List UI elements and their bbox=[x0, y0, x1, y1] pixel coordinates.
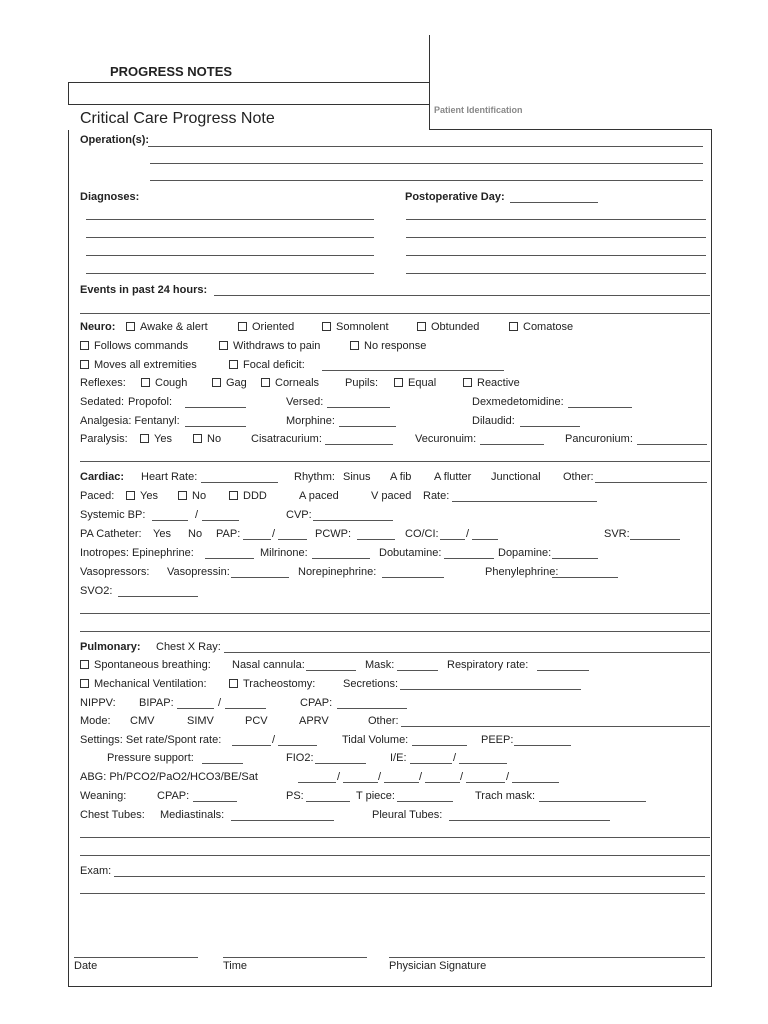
e-line[interactable] bbox=[459, 763, 507, 764]
tidal-volume-line[interactable] bbox=[412, 745, 467, 746]
cpap-line[interactable] bbox=[337, 708, 407, 709]
chest-tubes-label: Chest Tubes: bbox=[80, 809, 145, 821]
ci-line[interactable] bbox=[472, 539, 498, 540]
dilaudid-label: Dilaudid: bbox=[472, 415, 515, 427]
patient-identification-label: Patient Identification bbox=[434, 105, 523, 115]
dexmedetomidine-line[interactable] bbox=[568, 407, 632, 408]
heart-rate-line[interactable] bbox=[201, 482, 278, 483]
settings-slash: / bbox=[272, 734, 276, 746]
checkbox-paced-no[interactable]: No bbox=[178, 490, 206, 503]
weaning-cpap-line[interactable] bbox=[193, 801, 237, 802]
fio2-line[interactable] bbox=[315, 763, 366, 764]
checkbox-reactive[interactable]: Reactive bbox=[463, 377, 520, 390]
cardiac-notes-line[interactable] bbox=[80, 613, 710, 614]
abg-slash: / bbox=[378, 771, 382, 783]
time-line[interactable] bbox=[223, 957, 367, 958]
dobutamine-line[interactable] bbox=[444, 558, 494, 559]
pa-yes-option[interactable]: Yes bbox=[153, 528, 171, 540]
events-line[interactable] bbox=[80, 313, 710, 314]
paralysis-label: Paralysis: bbox=[80, 433, 128, 445]
checkbox-paralysis-yes[interactable]: Yes bbox=[140, 433, 172, 446]
mask-label: Mask: bbox=[365, 659, 395, 671]
checkbox-mechanical-ventilation[interactable]: Mechanical Ventilation: bbox=[80, 678, 207, 691]
milrinone-label: Milrinone: bbox=[260, 547, 308, 559]
cardiac-label: Cardiac: bbox=[80, 471, 125, 483]
secretions-line[interactable] bbox=[400, 689, 581, 690]
pa-no-option[interactable]: No bbox=[188, 528, 203, 540]
vasopressin-label: Vasopressin: bbox=[167, 566, 230, 578]
checkbox-gag[interactable]: Gag bbox=[212, 377, 247, 390]
checkbox-ddd[interactable]: DDD bbox=[229, 490, 267, 503]
chest-x-ray-label: Chest X Ray: bbox=[156, 641, 221, 653]
svo2-label: SVO2: bbox=[80, 585, 113, 597]
v-paced-option[interactable]: V paced bbox=[371, 490, 412, 502]
checkbox-somnolent[interactable]: Somnolent bbox=[322, 321, 389, 334]
form-border-bottom bbox=[68, 986, 712, 987]
abg-pco2-line[interactable] bbox=[343, 782, 378, 783]
rhythm-aflutter[interactable]: A flutter bbox=[434, 471, 472, 483]
checkbox-spontaneous-breathing[interactable]: Spontaneous breathing: bbox=[80, 659, 211, 672]
mediastinals-line[interactable] bbox=[231, 820, 334, 821]
pulmonary-notes-line[interactable] bbox=[80, 837, 710, 838]
weaning-label: Weaning: bbox=[80, 790, 127, 802]
operation-line[interactable] bbox=[150, 163, 703, 164]
co-ci-label: CO/CI: bbox=[405, 528, 439, 540]
systemic-bp-label: Systemic BP: bbox=[80, 509, 146, 521]
abg-label: ABG: Ph/PCO2/PaO2/HCO3/BE/Sat bbox=[80, 771, 258, 783]
milrinone-line[interactable] bbox=[312, 558, 370, 559]
cpap-label: CPAP: bbox=[300, 697, 333, 709]
rhythm-other-label: Other: bbox=[563, 471, 594, 483]
rhythm-afib[interactable]: A fib bbox=[390, 471, 412, 483]
abg-ph-line[interactable] bbox=[298, 782, 336, 783]
diagnosis-line[interactable] bbox=[406, 219, 706, 220]
exam-line[interactable] bbox=[114, 876, 705, 877]
pcwp-line[interactable] bbox=[357, 539, 395, 540]
checkbox-focal-deficit[interactable]: Focal deficit: bbox=[229, 359, 305, 372]
co-ci-slash: / bbox=[466, 528, 470, 540]
focal-deficit-line[interactable] bbox=[322, 370, 504, 371]
abg-sat-line[interactable] bbox=[512, 782, 559, 783]
epinephrine-line[interactable] bbox=[205, 558, 254, 559]
abg-pao2-line[interactable] bbox=[384, 782, 419, 783]
checkbox-corneals[interactable]: Corneals bbox=[261, 377, 319, 390]
bipap-ipap-line[interactable] bbox=[177, 708, 214, 709]
mode-other-line[interactable] bbox=[401, 726, 710, 727]
form-border-left bbox=[68, 130, 69, 987]
header-rule bbox=[68, 82, 429, 83]
diagnosis-line[interactable] bbox=[406, 255, 706, 256]
propofol-label: Propofol: bbox=[128, 396, 173, 408]
header-rule bbox=[68, 104, 429, 105]
rhythm-junctional[interactable]: Junctional bbox=[491, 471, 541, 483]
vasopressors-label: Vasopressors: bbox=[80, 566, 150, 578]
peep-label: PEEP: bbox=[481, 734, 514, 746]
checkbox-paced-yes[interactable]: Yes bbox=[126, 490, 158, 503]
phenylephrine-label: Phenylephrine: bbox=[485, 566, 559, 578]
pancuronium-line[interactable] bbox=[637, 444, 707, 445]
norepinephrine-line[interactable] bbox=[382, 577, 444, 578]
operation-line[interactable] bbox=[148, 146, 703, 147]
checkbox-follows-commands[interactable]: Follows commands bbox=[80, 340, 188, 353]
rhythm-other-line[interactable] bbox=[595, 482, 707, 483]
date-line[interactable] bbox=[74, 957, 198, 958]
mode-label: Mode: bbox=[80, 715, 111, 727]
mode-aprv[interactable]: APRV bbox=[299, 715, 329, 727]
paced-label: Paced: bbox=[80, 490, 115, 502]
dobutamine-label: Dobutamine: bbox=[379, 547, 442, 559]
checkbox-no-response[interactable]: No response bbox=[350, 340, 426, 353]
trach-mask-line[interactable] bbox=[539, 801, 646, 802]
exam-line[interactable] bbox=[80, 893, 705, 894]
cardiac-notes-line[interactable] bbox=[80, 631, 710, 632]
peep-line[interactable] bbox=[514, 745, 571, 746]
checkbox-oriented[interactable]: Oriented bbox=[238, 321, 294, 334]
chest-x-ray-line[interactable] bbox=[224, 652, 710, 653]
checkbox-withdraws-to-pain[interactable]: Withdraws to pain bbox=[219, 340, 320, 353]
weaning-cpap-label: CPAP: bbox=[157, 790, 190, 802]
rate-label: Rate: bbox=[423, 490, 450, 502]
checkbox-cough[interactable]: Cough bbox=[141, 377, 187, 390]
signature-line[interactable] bbox=[389, 957, 705, 958]
nippv-label: NIPPV: bbox=[80, 697, 116, 709]
secretions-label: Secretions: bbox=[343, 678, 399, 690]
dexmedetomidine-label: Dexmedetomidine: bbox=[472, 396, 564, 408]
pressure-support-line[interactable] bbox=[202, 763, 243, 764]
operation-label: Operation(s): bbox=[80, 134, 150, 146]
rate-line[interactable] bbox=[452, 501, 597, 502]
mode-cmv[interactable]: CMV bbox=[130, 715, 155, 727]
versed-label: Versed: bbox=[286, 396, 324, 408]
rhythm-sinus[interactable]: Sinus bbox=[343, 471, 371, 483]
vecuronium-line[interactable] bbox=[480, 444, 544, 445]
abg-slash: / bbox=[419, 771, 423, 783]
pleural-tubes-label: Pleural Tubes: bbox=[372, 809, 443, 821]
bp-slash: / bbox=[195, 509, 199, 521]
mask-line[interactable] bbox=[397, 670, 438, 671]
events-label: Events in past 24 hours: bbox=[80, 284, 208, 296]
fentanyl-line[interactable] bbox=[185, 426, 246, 427]
checkbox-equal[interactable]: Equal bbox=[394, 377, 436, 390]
set-rate-line[interactable] bbox=[232, 745, 271, 746]
a-paced-option[interactable]: A paced bbox=[299, 490, 339, 502]
abg-slash: / bbox=[337, 771, 341, 783]
spont-rate-line[interactable] bbox=[278, 745, 317, 746]
pulmonary-label: Pulmonary: bbox=[80, 641, 141, 653]
neuro-notes-line[interactable] bbox=[80, 461, 710, 462]
respiratory-rate-label: Respiratory rate: bbox=[447, 659, 529, 671]
pa-catheter-label: PA Catheter: bbox=[80, 528, 142, 540]
ie-slash: / bbox=[453, 752, 457, 764]
pulmonary-notes-line[interactable] bbox=[80, 855, 710, 856]
pap-systolic-line[interactable] bbox=[243, 539, 271, 540]
abg-hco3-line[interactable] bbox=[425, 782, 460, 783]
norepinephrine-label: Norepinephrine: bbox=[298, 566, 377, 578]
mediastinals-label: Mediastinals: bbox=[160, 809, 225, 821]
pleural-tubes-line[interactable] bbox=[449, 820, 610, 821]
mode-simv[interactable]: SIMV bbox=[187, 715, 214, 727]
t-piece-label: T piece: bbox=[356, 790, 395, 802]
svr-line[interactable] bbox=[630, 539, 680, 540]
diagnosis-line[interactable] bbox=[86, 219, 374, 220]
tidal-volume-label: Tidal Volume: bbox=[342, 734, 409, 746]
nasal-cannula-label: Nasal cannula: bbox=[232, 659, 305, 671]
versed-line[interactable] bbox=[327, 407, 390, 408]
cisatracurium-line[interactable] bbox=[325, 444, 393, 445]
reflexes-label: Reflexes: bbox=[80, 377, 126, 389]
vasopressin-line[interactable] bbox=[231, 577, 289, 578]
cvp-line[interactable] bbox=[313, 520, 393, 521]
postoperative-day-label: Postoperative Day: bbox=[405, 191, 505, 203]
diagnosis-line[interactable] bbox=[406, 273, 706, 274]
operation-line[interactable] bbox=[150, 180, 703, 181]
header-divider bbox=[429, 35, 430, 130]
pressure-support-label: Pressure support: bbox=[107, 752, 194, 764]
exam-label: Exam: bbox=[80, 865, 112, 877]
postoperative-day-line[interactable] bbox=[510, 202, 598, 203]
morphine-line[interactable] bbox=[339, 426, 396, 427]
bipap-label: BIPAP: bbox=[139, 697, 174, 709]
sedated-label: Sedated: bbox=[80, 396, 125, 408]
systolic-line[interactable] bbox=[152, 520, 188, 521]
phenylephrine-line[interactable] bbox=[552, 577, 618, 578]
analgesia-fentanyl-label: Analgesia: Fentanyl: bbox=[80, 415, 180, 427]
abg-slash: / bbox=[506, 771, 510, 783]
header-rule bbox=[68, 82, 69, 104]
diagnosis-line[interactable] bbox=[86, 255, 374, 256]
pap-slash: / bbox=[272, 528, 276, 540]
i-line[interactable] bbox=[410, 763, 452, 764]
pcwp-label: PCWP: bbox=[315, 528, 352, 540]
abg-slash: / bbox=[460, 771, 464, 783]
co-line[interactable] bbox=[440, 539, 465, 540]
weaning-ps-label: PS: bbox=[286, 790, 304, 802]
svr-label: SVR: bbox=[604, 528, 630, 540]
t-piece-line[interactable] bbox=[397, 801, 453, 802]
trach-mask-label: Trach mask: bbox=[475, 790, 536, 802]
weaning-ps-line[interactable] bbox=[306, 801, 350, 802]
neuro-label: Neuro: bbox=[80, 321, 116, 333]
fio2-label: FIO2: bbox=[286, 752, 314, 764]
pancuronium-label: Pancuronium: bbox=[565, 433, 633, 445]
checkbox-tracheostomy[interactable]: Tracheostomy: bbox=[229, 678, 315, 691]
ie-label: I/E: bbox=[390, 752, 407, 764]
rhythm-label: Rhythm: bbox=[294, 471, 335, 483]
pupils-label: Pupils: bbox=[345, 377, 379, 389]
checkbox-paralysis-no[interactable]: No bbox=[193, 433, 221, 446]
checkbox-moves-all-extremities[interactable]: Moves all extremities bbox=[80, 359, 197, 372]
dilaudid-line[interactable] bbox=[520, 426, 580, 427]
vecuronium-label: Vecuronuim: bbox=[415, 433, 477, 445]
events-line[interactable] bbox=[214, 295, 710, 296]
respiratory-rate-line[interactable] bbox=[537, 670, 589, 671]
checkbox-comatose[interactable]: Comatose bbox=[509, 321, 573, 334]
propofol-line[interactable] bbox=[185, 407, 246, 408]
date-label: Date bbox=[74, 960, 98, 972]
page-title: PROGRESS NOTES bbox=[110, 64, 233, 79]
diagnosis-line[interactable] bbox=[86, 237, 374, 238]
svo2-line[interactable] bbox=[118, 596, 198, 597]
time-label: Time bbox=[223, 960, 248, 972]
heart-rate-label: Heart Rate: bbox=[141, 471, 198, 483]
diagnoses-label: Diagnoses: bbox=[80, 191, 140, 203]
pap-label: PAP: bbox=[216, 528, 241, 540]
settings-label: Settings: Set rate/Spont rate: bbox=[80, 734, 222, 746]
dopamine-line[interactable] bbox=[552, 558, 598, 559]
form-border-top bbox=[429, 129, 711, 130]
mode-pcv[interactable]: PCV bbox=[245, 715, 268, 727]
checkbox-obtunded[interactable]: Obtunded bbox=[417, 321, 479, 334]
abg-be-line[interactable] bbox=[466, 782, 505, 783]
inotropes-epinephrine-label: Inotropes: Epinephrine: bbox=[80, 547, 194, 559]
cvp-label: CVP: bbox=[286, 509, 312, 521]
cisatracurium-label: Cisatracurium: bbox=[251, 433, 322, 445]
form-border-right bbox=[711, 129, 712, 987]
morphine-label: Morphine: bbox=[286, 415, 335, 427]
nasal-cannula-line[interactable] bbox=[306, 670, 356, 671]
bipap-slash: / bbox=[218, 697, 222, 709]
mode-other-label: Other: bbox=[368, 715, 399, 727]
dopamine-label: Dopamine: bbox=[498, 547, 552, 559]
pap-diastolic-line[interactable] bbox=[278, 539, 307, 540]
diagnosis-line[interactable] bbox=[406, 237, 706, 238]
physician-signature-label: Physician Signature bbox=[389, 960, 487, 972]
form-title: Critical Care Progress Note bbox=[80, 110, 275, 127]
checkbox-awake-alert[interactable]: Awake & alert bbox=[126, 321, 208, 334]
bipap-epap-line[interactable] bbox=[225, 708, 266, 709]
diagnosis-line[interactable] bbox=[86, 273, 374, 274]
diastolic-line[interactable] bbox=[202, 520, 239, 521]
